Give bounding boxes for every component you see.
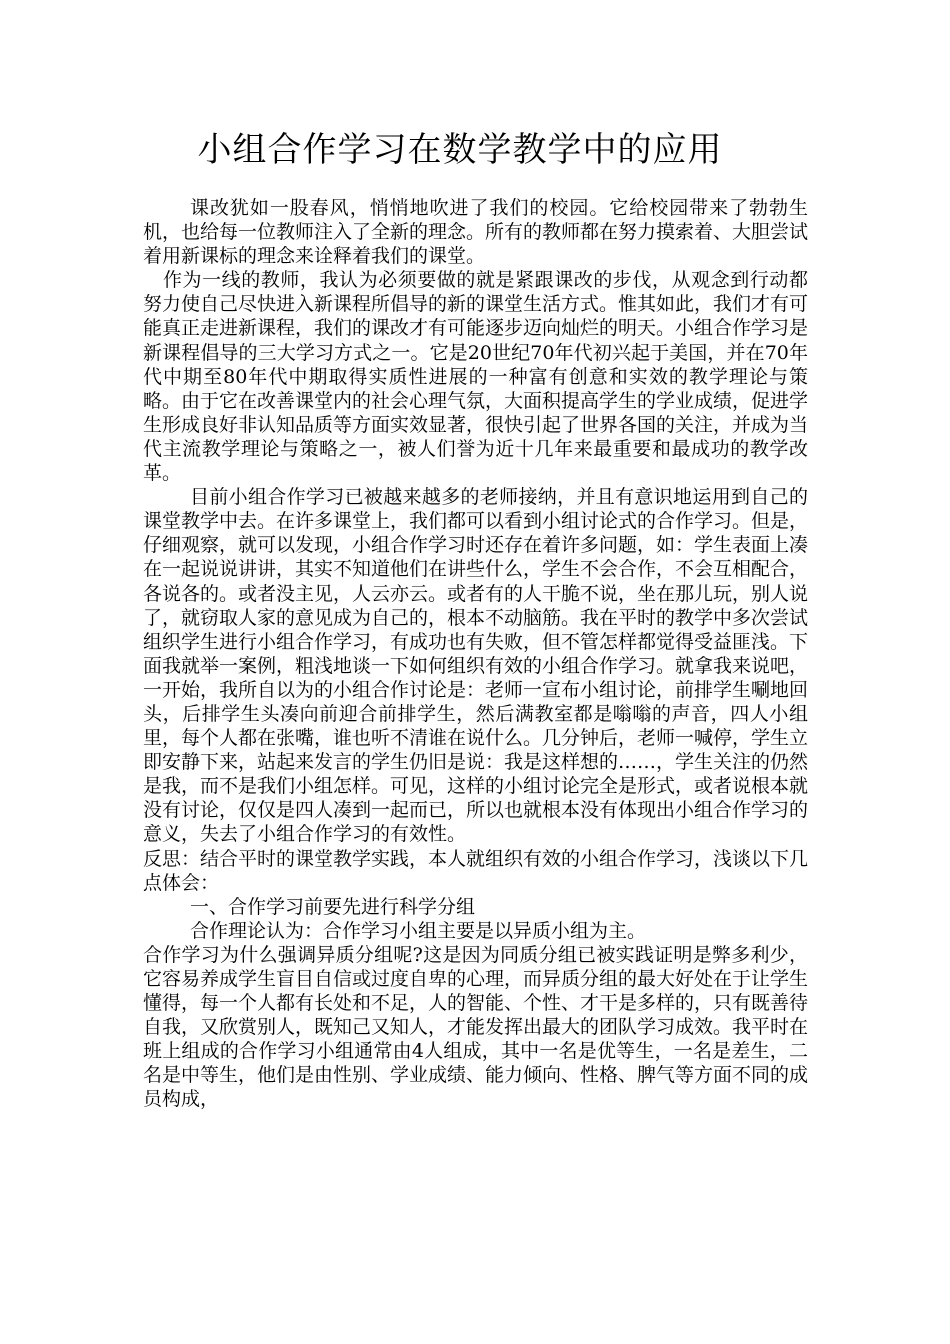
- paragraph-reflection: 反思：结合平时的课堂教学实践，本人就组织有效的小组合作学习，浅谈以下几点体会：: [143, 847, 809, 894]
- document-title: 小组合作学习在数学教学中的应用: [197, 130, 723, 170]
- paragraph-problems: 目前小组合作学习已被越来越多的老师接纳，并且有意识地运用到自己的课堂教学中去。在许多课堂上，我们都可以看到小组讨论式的合作学习。但是，仔细观察，就可以发现，小组合作学习时还存在着许多问题，如：学生表面上凑在一起说说讲讲，其实不知道他们在讲些什么，学生不会合作，不会互相配合，各说各的。或者没主见，人云亦云。或者有的人干脆不说，坐在那儿玩，别人说了，就窃取人家的意见成为自己的，根本不动脑筋。我在平时的教学中多次尝试组织学生进行小组合作学习，有成功也有失败，但不管怎样都觉得受益匪浅。下面我就举一案例，粗浅地谈一下如何组织有效的小组合作学习。就拿我来说吧，一开始，我所自以为的小组合作讨论是：老师一宣布小组讨论，前排学生唰地回头，后排学生头凑向前迎合前排学生，然后满教室都是嗡嗡的声音，四人小组里，每个人都在张嘴，谁也听不清谁在说什么。几分钟后，老师一喊停，学生立即安静下来，站起来发言的学生仍旧是说：我是这样想的……，学生关注的仍然是我，而不是我们小组怎样。可见，这样的小组讨论完全是形式，或者说根本就没有讨论，仅仅是四人凑到一起而已，所以也就根本没有体现出小组合作学习的意义，失去了小组合作学习的有效性。: [143, 486, 809, 846]
- paragraph-heterogeneous-grouping: 合作学习为什么强调异质分组呢?这是因为同质分组已被实践证明是弊多利少，它容易养成学生盲目自信或过度自卑的心理，而异质分组的最大好处在于让学生懂得，每一个人都有长处和不足，人的智能、个性、才干是多样的，只有既善待自我，又欣赏别人，既知己又知人，才能发挥出最大的团队学习成效。我平时在班上组成的合作学习小组通常由4人组成，其中一名是优等生，一名是差生，二名是中等生，他们是由性别、学业成绩、能力倾向、性格、脾气等方面不同的成员构成，: [143, 943, 809, 1111]
- paragraph-background: 作为一线的教师，我认为必须要做的就是紧跟课改的步伐，从观念到行动都努力使自己尽快进入新课程所倡导的新的课堂生活方式。惟其如此，我们才有可能真正走进新课程，我们的课改才有可能逐步迈向灿烂的明天。小组合作学习是新课程倡导的三大学习方式之一。它是20世纪70年代初兴起于美国，并在70年代中期至80年代中期取得实质性进展的一种富有创意和实效的教学理论与策略。由于它在改善课堂内的社会心理气氛，大面积提高学生的学业成绩，促进学生形成良好非认知品质等方面实效显著，很快引起了世界各国的关注，并成为当代主流教学理论与策略之一，被人们誉为近十几年来最重要和最成功的教学改革。: [143, 269, 809, 485]
- paragraph-theory: 合作理论认为：合作学习小组主要是以异质小组为主。: [190, 919, 647, 942]
- section-heading-grouping: 一、合作学习前要先进行科学分组: [190, 895, 476, 918]
- paragraph-intro: 课改犹如一股春风，悄悄地吹进了我们的校园。它给校园带来了勃勃生机，也给每一位教师注入了全新的理念。所有的教师都在努力摸索着、大胆尝试着用新课标的理念来诠释着我们的课堂。: [143, 197, 809, 268]
- document-body: [143, 196, 808, 1112]
